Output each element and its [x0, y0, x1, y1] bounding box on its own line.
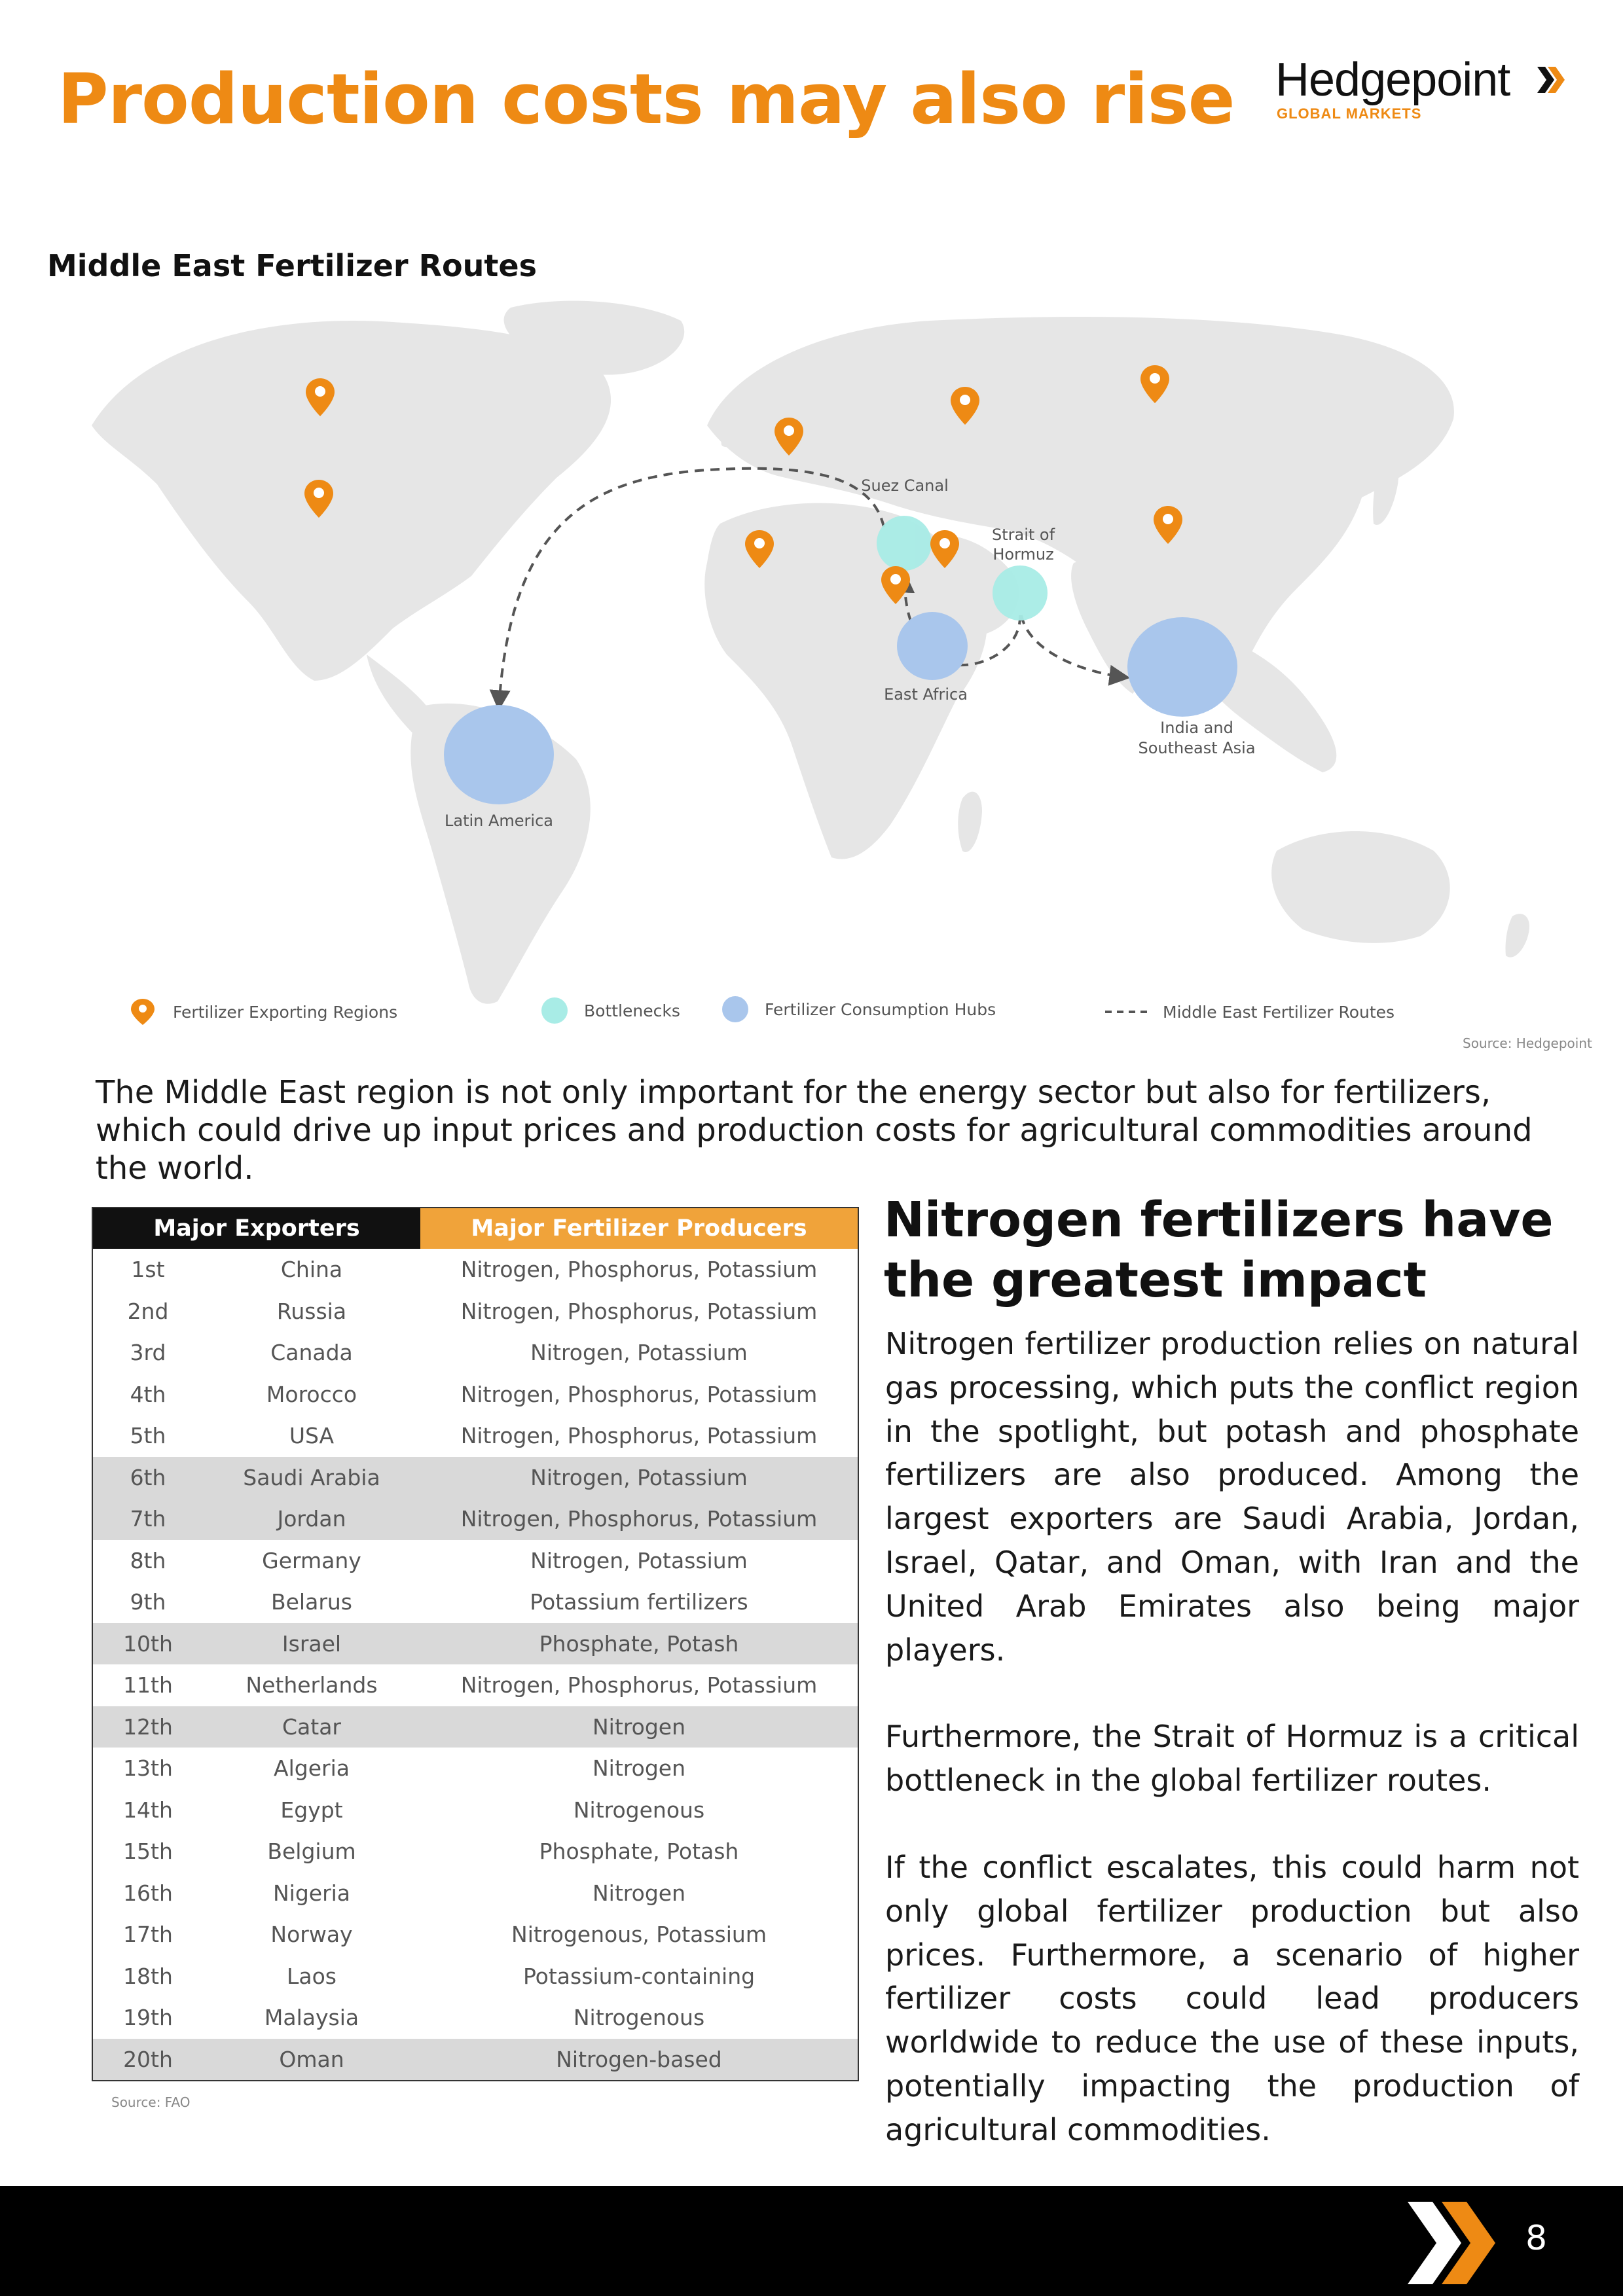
legend-bottlenecks-label: Bottlenecks	[584, 1001, 680, 1020]
legend-hub-icon	[721, 996, 749, 1023]
country-cell: China	[280, 1257, 343, 1283]
producers-cell: Nitrogen, Phosphorus, Potassium	[460, 1423, 818, 1449]
side-body	[885, 1322, 1579, 2195]
producers-cell: Nitrogen, Potassium	[530, 1340, 748, 1366]
legend-bottlenecks	[541, 996, 680, 1025]
country-cell: Netherlands	[246, 1672, 378, 1698]
land-madagascar	[958, 792, 982, 852]
rank-cell: 13th	[123, 1755, 173, 1782]
country-cell: Algeria	[274, 1755, 350, 1782]
label-latin-america: Latin America	[445, 812, 553, 830]
rank-cell: 19th	[123, 2005, 173, 2031]
intro-paragraph: The Middle East region is not only important for the energy sector but also for fertilizers, which could drive up input prices and production costs for agricultural commodities around the world.	[96, 1074, 1533, 1187]
rank-cell: 2nd	[127, 1298, 169, 1324]
legend-hubs	[721, 995, 996, 1024]
table-row	[93, 1664, 858, 1706]
bottleneck-suez-canal	[877, 516, 932, 571]
producers-cell: Nitrogen-based	[420, 2039, 858, 2081]
rank-cell: 7th	[93, 1498, 203, 1540]
table-row	[93, 2039, 858, 2081]
legend-bottleneck-icon	[541, 997, 568, 1024]
legend-routes-label: Middle East Fertilizer Routes	[1163, 1002, 1395, 1022]
table-row	[93, 1457, 858, 1499]
producers-cell: Nitrogen	[593, 1880, 685, 1906]
rank-cell: 6th	[93, 1457, 203, 1499]
land-australia	[1271, 831, 1450, 943]
table-row	[93, 1415, 858, 1457]
rank-cell: 10th	[93, 1623, 203, 1665]
label-suez-canal: Suez Canal	[861, 476, 949, 495]
table-row	[93, 1748, 858, 1789]
logo-chevrons-icon	[1537, 67, 1566, 93]
producers-cell: Phosphate, Potash	[420, 1623, 858, 1665]
country-cell: Jordan	[203, 1498, 420, 1540]
producers-cell: Nitrogen, Potassium	[530, 1547, 748, 1573]
bottleneck-strait-of-hormuz	[993, 565, 1048, 620]
table-row	[93, 1914, 858, 1956]
producers-cell: Phosphate, Potash	[539, 1839, 739, 1865]
table-body	[93, 1249, 858, 2080]
rank-cell: 12th	[93, 1706, 203, 1748]
label-east-africa: East Africa	[884, 685, 968, 704]
country-cell: Malaysia	[264, 2005, 359, 2031]
country-cell: Norway	[270, 1922, 353, 1948]
logo-subtitle: GLOBAL MARKETS	[1277, 105, 1422, 122]
country-cell: Egypt	[280, 1797, 343, 1823]
label-strait-of-hormuz-1: Strait of	[991, 526, 1055, 544]
producers-cell: Nitrogen, Phosphorus, Potassium	[460, 1298, 818, 1324]
country-cell: USA	[289, 1423, 335, 1449]
side-heading: Nitrogen fertilizers have the greatest impact	[884, 1192, 1554, 1308]
rank-cell: 3rd	[130, 1340, 166, 1366]
land-masses	[92, 301, 1529, 1004]
legend-exporters	[128, 997, 397, 1026]
world-map	[0, 288, 1623, 1008]
rank-cell: 1st	[131, 1257, 165, 1283]
rank-cell: 4th	[130, 1381, 166, 1407]
table-row	[93, 1623, 858, 1665]
exporters-table	[92, 1207, 859, 2081]
legend-exporters-label: Fertilizer Exporting Regions	[173, 1002, 398, 1022]
country-cell: Morocco	[266, 1381, 357, 1407]
rank-cell: 15th	[123, 1839, 173, 1865]
table-row	[93, 1249, 858, 1291]
logo-name: Hedgepoint	[1275, 54, 1510, 106]
table-row	[93, 1831, 858, 1873]
table-row	[93, 1332, 858, 1374]
producers-cell: Nitrogenous	[573, 1797, 705, 1823]
label-india-2: Southeast Asia	[1138, 739, 1256, 757]
page-title: Production costs may also rise	[58, 59, 1235, 139]
table-row	[93, 1498, 858, 1540]
land-new-zealand	[1505, 914, 1529, 957]
country-cell: Nigeria	[272, 1880, 351, 1906]
country-cell: Belgium	[267, 1839, 356, 1865]
header-major-producers: Major Fertilizer Producers	[420, 1208, 858, 1249]
producers-cell: Potassium fertilizers	[530, 1589, 748, 1615]
legend-pin-icon	[128, 997, 157, 1026]
producers-cell: Nitrogen	[420, 1706, 858, 1748]
country-cell: Belarus	[270, 1589, 352, 1615]
side-paragraph: If the conflict escalates, this could harm not only global fertilizer production but also prices. Furthermore, a scenario of higher fertilizer costs could lead producers worldwide to reduce the use of these inputs, potentially impacting the production of agricultural commodities.	[885, 1849, 1579, 2147]
country-cell: Laos	[287, 1963, 337, 1989]
land-north-america	[92, 321, 611, 681]
rank-cell: 11th	[123, 1672, 173, 1698]
rank-cell: 5th	[130, 1423, 166, 1449]
table-row	[93, 1706, 858, 1748]
hub-latin-america	[444, 705, 554, 804]
rank-cell: 18th	[123, 1963, 173, 1989]
table-row	[93, 1997, 858, 2039]
side-paragraph: Furthermore, the Strait of Hormuz is a critical bottleneck in the global fertilizer routes.	[885, 1719, 1579, 1799]
legend-hubs-label: Fertilizer Consumption Hubs	[765, 999, 996, 1019]
header-major-exporters: Major Exporters	[93, 1208, 420, 1249]
table-row	[93, 1581, 858, 1623]
page-number: 8	[1525, 2219, 1548, 2258]
country-cell: Saudi Arabia	[203, 1457, 420, 1499]
rank-cell: 8th	[130, 1547, 166, 1573]
rank-cell: 16th	[123, 1880, 173, 1906]
legend-routes	[1105, 997, 1395, 1026]
producers-cell: Nitrogen, Phosphorus, Potassium	[460, 1672, 818, 1698]
producers-cell: Nitrogen, Phosphorus, Potassium	[460, 1381, 818, 1407]
map-title: Middle East Fertilizer Routes	[47, 248, 537, 283]
producers-cell: Nitrogenous	[573, 2005, 705, 2031]
producers-cell: Potassium-containing	[522, 1963, 756, 1989]
table-source: Source: FAO	[111, 2094, 191, 2110]
country-cell: Russia	[276, 1298, 347, 1324]
table-row	[93, 1374, 858, 1416]
rank-cell: 14th	[123, 1797, 173, 1823]
table-row	[93, 1789, 858, 1831]
legend-route-icon	[1105, 1009, 1147, 1015]
country-cell: Germany	[262, 1547, 361, 1573]
hub-india-southeast-asia	[1127, 617, 1237, 717]
producers-cell: Nitrogen, Potassium	[420, 1457, 858, 1499]
label-india-1: India and	[1160, 719, 1233, 737]
rank-cell: 9th	[130, 1589, 166, 1615]
producers-cell: Nitrogen, Phosphorus, Potassium	[420, 1498, 858, 1540]
producers-cell: Nitrogen	[593, 1755, 685, 1782]
country-cell: Catar	[203, 1706, 420, 1748]
label-strait-of-hormuz-2: Hormuz	[993, 545, 1054, 564]
country-cell: Oman	[203, 2039, 420, 2081]
producers-cell: Nitrogenous, Potassium	[511, 1922, 767, 1948]
table-header-row	[93, 1208, 858, 1249]
table-row	[93, 1956, 858, 1998]
table-row	[93, 1873, 858, 1914]
rank-cell: 20th	[93, 2039, 203, 2081]
country-cell: Canada	[270, 1340, 353, 1366]
country-cell: Israel	[203, 1623, 420, 1665]
footer-bar	[0, 2186, 1623, 2296]
hedgepoint-logo	[1275, 52, 1590, 124]
table-row	[93, 1540, 858, 1582]
hub-east-africa	[897, 612, 968, 680]
side-paragraph: Nitrogen fertilizer production relies on natural gas processing, which puts the conflict region in the spotlight, but potash and phosphate fertilizers are also produced. Among the largest exporters are Saudi Arabia, Jordan, Israel, Qatar, and Oman, with Iran and the United Arab Emirates also being major players.	[885, 1326, 1579, 1668]
map-source: Source: Hedgepoint	[1463, 1035, 1592, 1051]
producers-cell: Nitrogen, Phosphorus, Potassium	[460, 1257, 818, 1283]
footer-chevrons-icon	[1408, 2202, 1506, 2284]
rank-cell: 17th	[123, 1922, 173, 1948]
table-row	[93, 1291, 858, 1333]
